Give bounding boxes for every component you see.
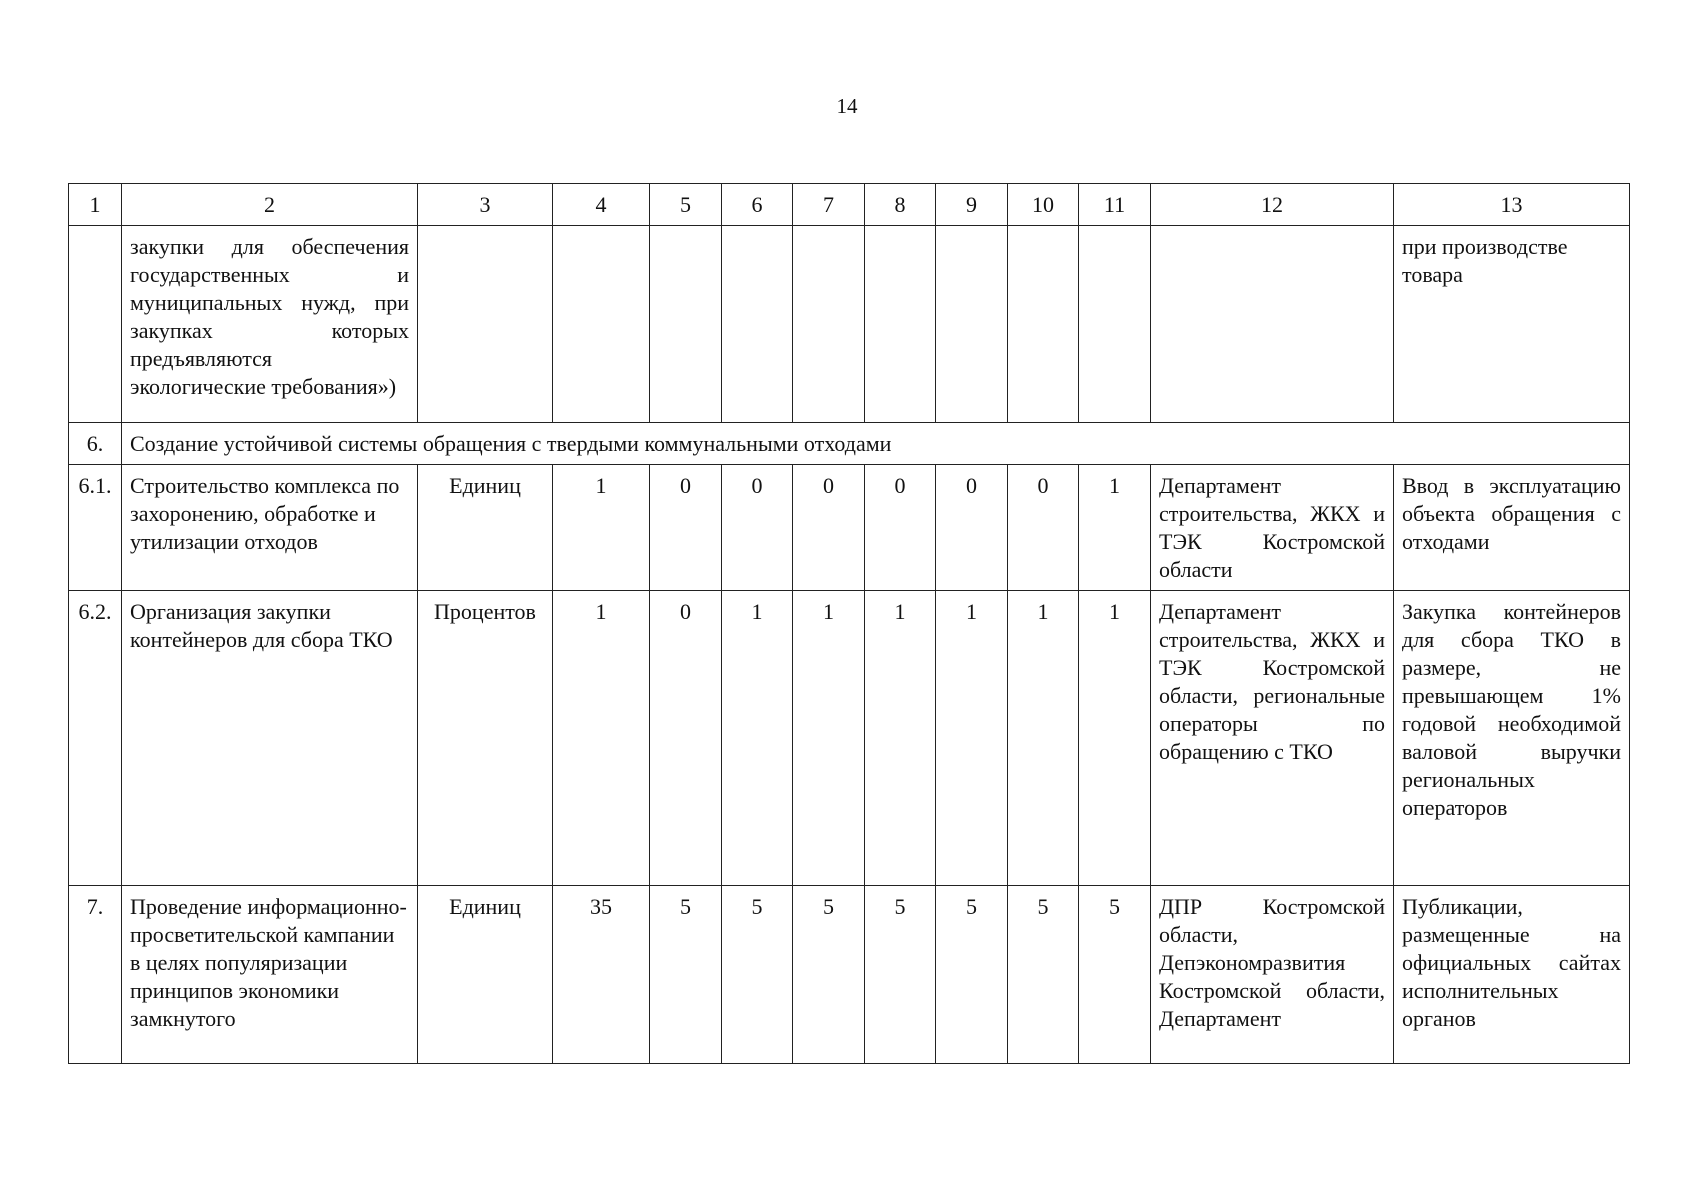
cell-value <box>936 226 1008 423</box>
cell-unit <box>418 226 553 423</box>
header-cell: 10 <box>1008 184 1079 226</box>
cell-value: 5 <box>865 886 936 1064</box>
program-table <box>68 183 1630 1064</box>
cell-name: Строительство комплекса по захоронению, обработке и утилизации отходов <box>122 465 418 591</box>
cell-value: 0 <box>865 465 936 591</box>
cell-value: 5 <box>650 886 722 1064</box>
header-cell: 6 <box>722 184 793 226</box>
cell-unit: Процентов <box>418 591 553 886</box>
cell-responsible: Департамент строительства, ЖКХ и ТЭК Костромской области <box>1151 465 1394 591</box>
cell-value <box>722 226 793 423</box>
header-cell: 1 <box>69 184 122 226</box>
cell-value <box>1008 226 1079 423</box>
cell-value: 35 <box>553 886 650 1064</box>
cell-value: 0 <box>1008 465 1079 591</box>
header-cell: 4 <box>553 184 650 226</box>
table-row-6-1 <box>69 465 1630 591</box>
table-row-6-2 <box>69 591 1630 886</box>
cell-value <box>1079 226 1151 423</box>
cell-responsible: ДПР Костромской области, Депэкономразвития Костромской области, Департамент <box>1151 886 1394 1064</box>
table-row-continuation <box>69 226 1630 423</box>
cell-value: 5 <box>722 886 793 1064</box>
cell-name: Организация закупки контейнеров для сбора ТКО <box>122 591 418 886</box>
section-title: Создание устойчивой системы обращения с твердыми коммунальными отходами <box>122 423 1630 465</box>
cell-value: 5 <box>793 886 865 1064</box>
cell-responsible <box>1151 226 1394 423</box>
header-cell: 3 <box>418 184 553 226</box>
cell-result: Ввод в эксплуатацию объекта обращения с отходами <box>1394 465 1630 591</box>
cell-responsible: Департамент строительства, ЖКХ и ТЭК Костромской области, региональные операторы по обращению с ТКО <box>1151 591 1394 886</box>
cell-value: 1 <box>1008 591 1079 886</box>
cell-value <box>553 226 650 423</box>
header-row <box>69 184 1630 226</box>
cell-result: Публикации, размещенные на официальных сайтах исполнительных органов <box>1394 886 1630 1064</box>
cell-value: 1 <box>1079 465 1151 591</box>
page-number: 14 <box>836 94 858 118</box>
cell-value: 0 <box>650 591 722 886</box>
cell-value: 1 <box>553 465 650 591</box>
cell-unit: Единиц <box>418 465 553 591</box>
header-cell: 8 <box>865 184 936 226</box>
table-row-section-6 <box>69 423 1630 465</box>
cell-name: закупки для обеспечения государственных и муниципальных нужд, при закупках которых предъявляются экологические требования») <box>122 226 418 423</box>
cell-value: 5 <box>1008 886 1079 1064</box>
cell-value: 1 <box>865 591 936 886</box>
cell-value <box>650 226 722 423</box>
table-row-7 <box>69 886 1630 1064</box>
cell-num: 6.2. <box>69 591 122 886</box>
cell-unit: Единиц <box>418 886 553 1064</box>
cell-value: 5 <box>936 886 1008 1064</box>
cell-name: Проведение информационно-просветительской кампании в целях популяризации принципов экономики замкнутого <box>122 886 418 1064</box>
cell-value: 0 <box>650 465 722 591</box>
cell-num: 7. <box>69 886 122 1064</box>
cell-value: 1 <box>553 591 650 886</box>
cell-value: 0 <box>793 465 865 591</box>
cell-result: при производстве товара <box>1394 226 1630 423</box>
cell-num <box>69 226 122 423</box>
cell-value: 1 <box>793 591 865 886</box>
cell-value: 1 <box>1079 591 1151 886</box>
header-cell: 11 <box>1079 184 1151 226</box>
cell-num: 6.1. <box>69 465 122 591</box>
header-cell: 13 <box>1394 184 1630 226</box>
cell-value: 1 <box>722 591 793 886</box>
header-cell: 2 <box>122 184 418 226</box>
header-cell: 5 <box>650 184 722 226</box>
cell-value: 1 <box>936 591 1008 886</box>
header-cell: 7 <box>793 184 865 226</box>
cell-value: 5 <box>1079 886 1151 1064</box>
header-cell: 9 <box>936 184 1008 226</box>
cell-value: 0 <box>722 465 793 591</box>
cell-value <box>865 226 936 423</box>
header-cell: 12 <box>1151 184 1394 226</box>
cell-result: Закупка контейнеров для сбора ТКО в размере, не превышающем 1% годовой необходимой валовой выручки региональных операторов <box>1394 591 1630 886</box>
cell-value: 0 <box>936 465 1008 591</box>
cell-value <box>793 226 865 423</box>
cell-num: 6. <box>69 423 122 465</box>
